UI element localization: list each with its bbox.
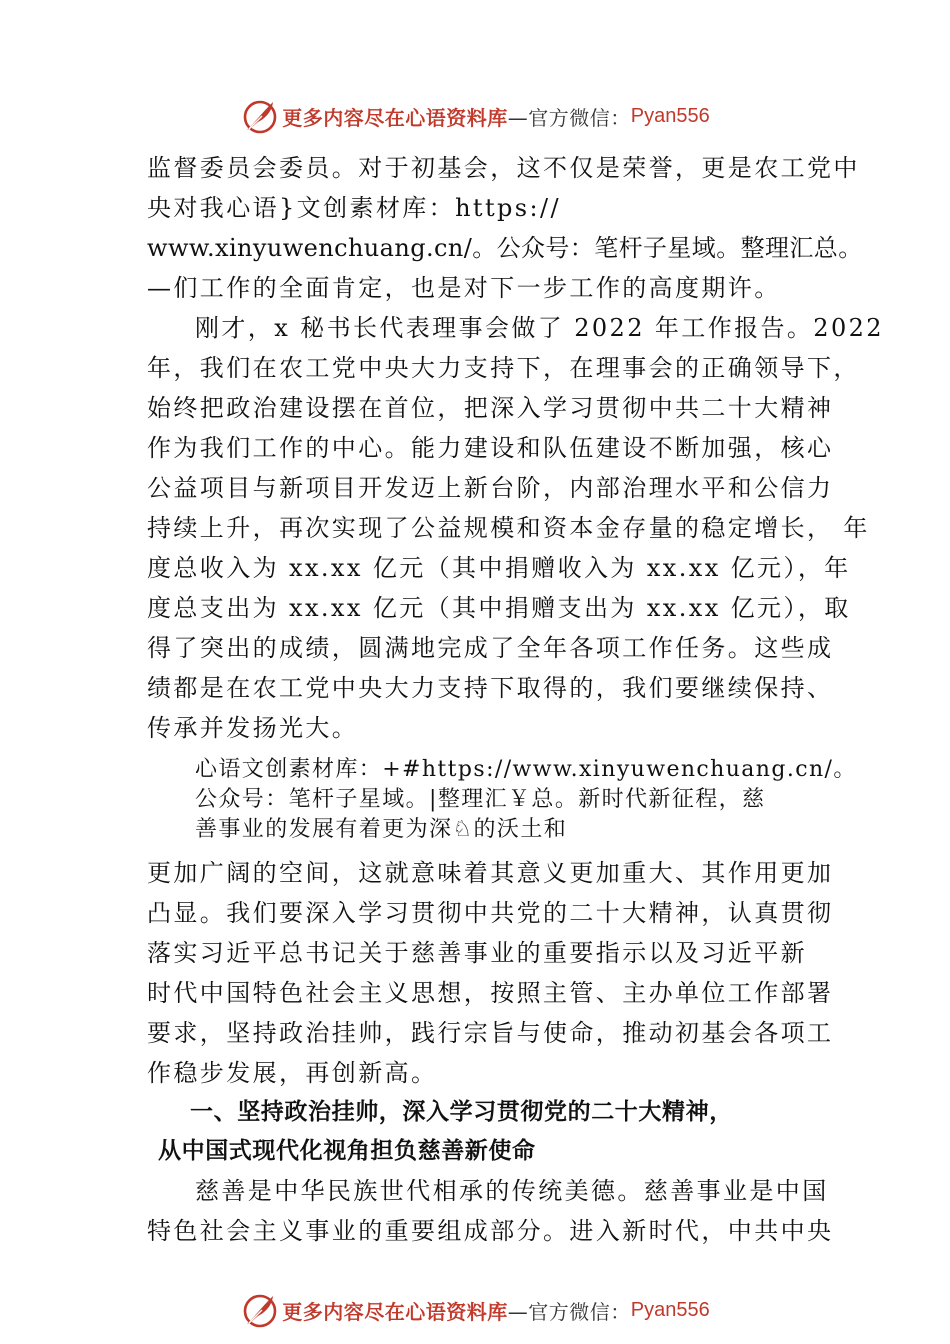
watermark-separator: —官方微信：: [507, 105, 631, 130]
footer-watermark: [0, 1288, 950, 1332]
text-line: 得了突出的成绩，圆满地完成了全年各项工作任务。这些成: [147, 634, 834, 662]
text-line: 刚才，x 秘书长代表理事会做了 2022 年工作报告。2022: [195, 314, 884, 342]
text-line: 心语文创素材库：+#https://www.xinyuwenchuang.cn/。: [195, 757, 857, 782]
text-line: —们工作的全面肯定，也是对下一步工作的高度期许。: [147, 274, 781, 302]
text-line: 更加广阔的空间，这就意味着其意义更加重大、其作用更加: [147, 859, 834, 887]
text-line: 央对我心语}文创素材库：https://: [147, 194, 561, 222]
quill-pen-icon: [240, 1290, 280, 1330]
text-line: 要求，坚持政治挂帅，践行宗旨与使命，推动初基会各项工: [147, 1019, 834, 1047]
text-line: 时代中国特色社会主义思想，按照主管、主办单位工作部署: [147, 979, 834, 1007]
text-line: 监督委员会委员。对于初基会，这不仅是荣誉，更是农工党中: [147, 154, 860, 182]
text-line: 善事业的发展有着更为深♘的沃土和: [195, 817, 568, 842]
text-line: 传承并发扬光大。: [147, 714, 359, 742]
text-line: 慈善是中华民族世代相承的传统美德。慈善事业是中国: [195, 1177, 829, 1205]
text-line: www.xinyuwenchuang.cn/。公众号：笔杆子星域。整理汇总。: [147, 234, 863, 262]
heading-line: 从中国式现代化视角担负慈善新使命: [158, 1138, 536, 1164]
watermark-separator: —官方微信：: [507, 1299, 631, 1324]
text-line: 始终把政治建设摆在首位，把深入学习贯彻中共二十大精神: [147, 394, 834, 422]
text-line: 年，我们在农工党中央大力支持下，在理事会的正确领导下，: [147, 354, 860, 382]
text-line: 度总收入为 xx.xx 亿元（其中捐赠收入为 xx.xx 亿元），年: [147, 554, 851, 582]
watermark-brand: 更多内容尽在心语资料库: [282, 1299, 508, 1324]
quill-pen-icon: [240, 96, 280, 136]
text-line: 落实习近平总书记关于慈善事业的重要指示以及习近平新: [147, 939, 807, 967]
watermark-handle: Pyan556: [630, 1298, 710, 1321]
text-line: 度总支出为 xx.xx 亿元（其中捐赠支出为 xx.xx 亿元），取: [147, 594, 851, 622]
text-line: 作稳步发展，再创新高。: [147, 1059, 438, 1087]
heading-line: 一、坚持政治挂帅，深入学习贯彻党的二十大精神，: [190, 1099, 733, 1125]
text-line: 公益项目与新项目开发迈上新台阶，内部治理水平和公信力: [147, 474, 834, 502]
text-line: 凸显。我们要深入学习贯彻中共党的二十大精神，认真贯彻: [147, 899, 834, 927]
text-line: 作为我们工作的中心。能力建设和队伍建设不断加强，核心: [147, 434, 834, 462]
header-watermark: [0, 94, 950, 138]
text-line: 绩都是在农工党中央大力支持下取得的，我们要继续保持、: [147, 674, 834, 702]
text-line: 特色社会主义事业的重要组成部分。进入新时代，中共中央: [147, 1217, 834, 1245]
watermark-brand: 更多内容尽在心语资料库: [282, 105, 508, 130]
watermark-handle: Pyan556: [630, 104, 710, 127]
text-line: 公众号：笔杆子星域。|整理汇￥总。新时代新征程，慈: [195, 787, 766, 812]
text-line: 持续上升，再次实现了公益规模和资本金存量的稳定增长， 年: [147, 514, 870, 542]
